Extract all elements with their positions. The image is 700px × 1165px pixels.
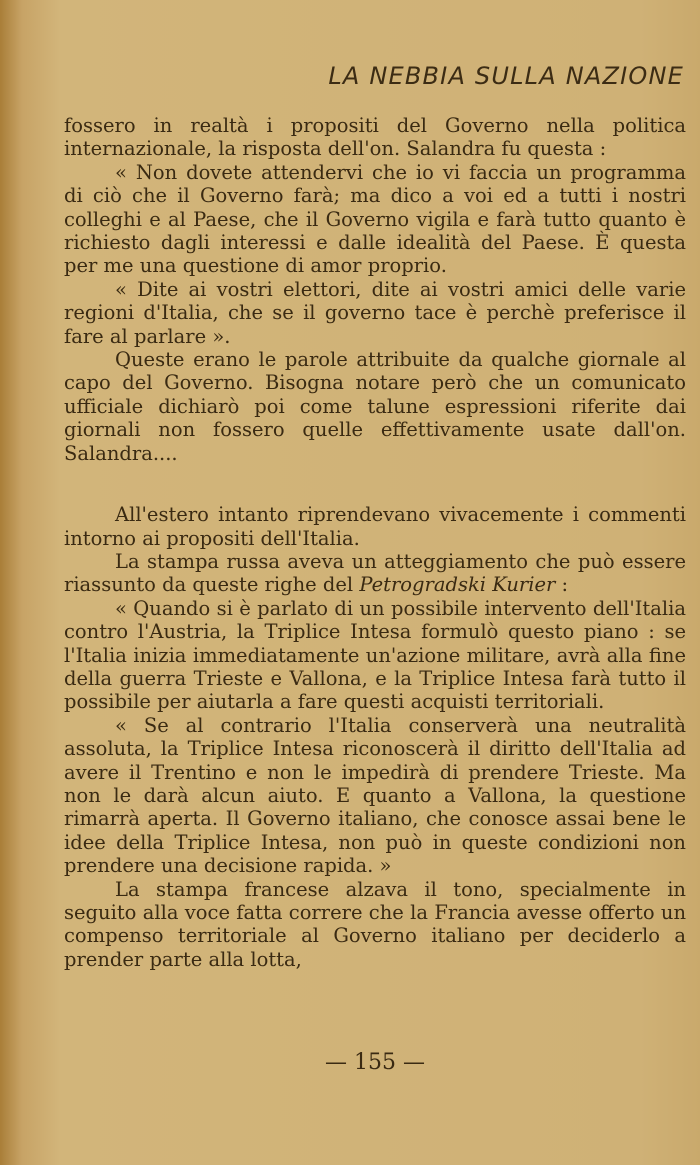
paragraph-commentary: Queste erano le parole attribuite da qualche giornale al capo del Governo. Bisogna notare però che un comunicato ufficiale dichiarò poi come talune espressioni riferite dai giornali non fossero quelle effettivamente usate dall'on. Salandra.... <box>64 348 686 465</box>
page-body <box>64 114 686 971</box>
paragraph-quote-3: « Quando si è parlato di un possibile intervento dell'Italia contro l'Austria, la Triplice Intesa formulò questo piano : se l'Italia inizia immediatamente un'azione militare, avrà alla fine della guerra Trieste e Vallona, e la Triplice Intesa farà tutto il possibile per aiutarla a fare questi acquisti territoriali. <box>64 596 686 714</box>
paragraph-foreign-comments: All'estero intanto riprendevano vivacemente i commenti intorno ai propositi dell'Italia. <box>64 503 686 550</box>
paragraph-quote-4: « Se al contrario l'Italia conserverà una neutralità assoluta, la Triplice Intesa riconoscerà il diritto dell'Italia ad avere il Trentino e non le impedirà di prendere Trieste. Ma non le darà alcun aiuto. E quanto a Vallona, la questione rimarrà aperta. Il Governo italiano, che conosce assai bene le idee della Triplice Intesa, non può in queste condizioni non prendere una decisione rapida. » <box>64 713 686 878</box>
paragraph-french-press: La stampa francese alzava il tono, specialmente in seguito alla voce fatta correre che la Francia avesse offerto un compenso territoriale al Governo italiano per deciderlo a prender parte alla lotta, <box>64 877 686 971</box>
paragraph-russian-press <box>64 550 686 597</box>
paragraph-continuation: fossero in realtà i propositi del Governo nella politica internazionale, la risposta dell'on. Salandra fu questa : <box>64 114 686 161</box>
russian-press-lead: La stampa russa aveva un atteggiamento che può essere riassunto da queste righe del <box>64 549 686 597</box>
page-number: — 155 — <box>325 1050 425 1075</box>
running-title: LA NEBBIA SULLA NAZIONE <box>328 62 684 90</box>
paragraph-quote-2: « Dite ai vostri elettori, dite ai vostri amici delle varie regioni d'Italia, che se il governo tace è perchè preferisce il fare al parlare ». <box>64 277 686 348</box>
paragraph-quote-1: « Non dovete attendervi che io vi faccia un programma di ciò che il Governo farà; ma dico a voi ed a tutti i nostri colleghi e al Paese, che il Governo vigila e farà tutto quanto è richiesto dagli interessi e dalle idealità del Paese. È questa per me una questione di amor proprio. <box>64 160 686 278</box>
russian-press-tail: : <box>555 573 569 597</box>
newspaper-title: Petrogradski Kurier <box>359 573 556 597</box>
